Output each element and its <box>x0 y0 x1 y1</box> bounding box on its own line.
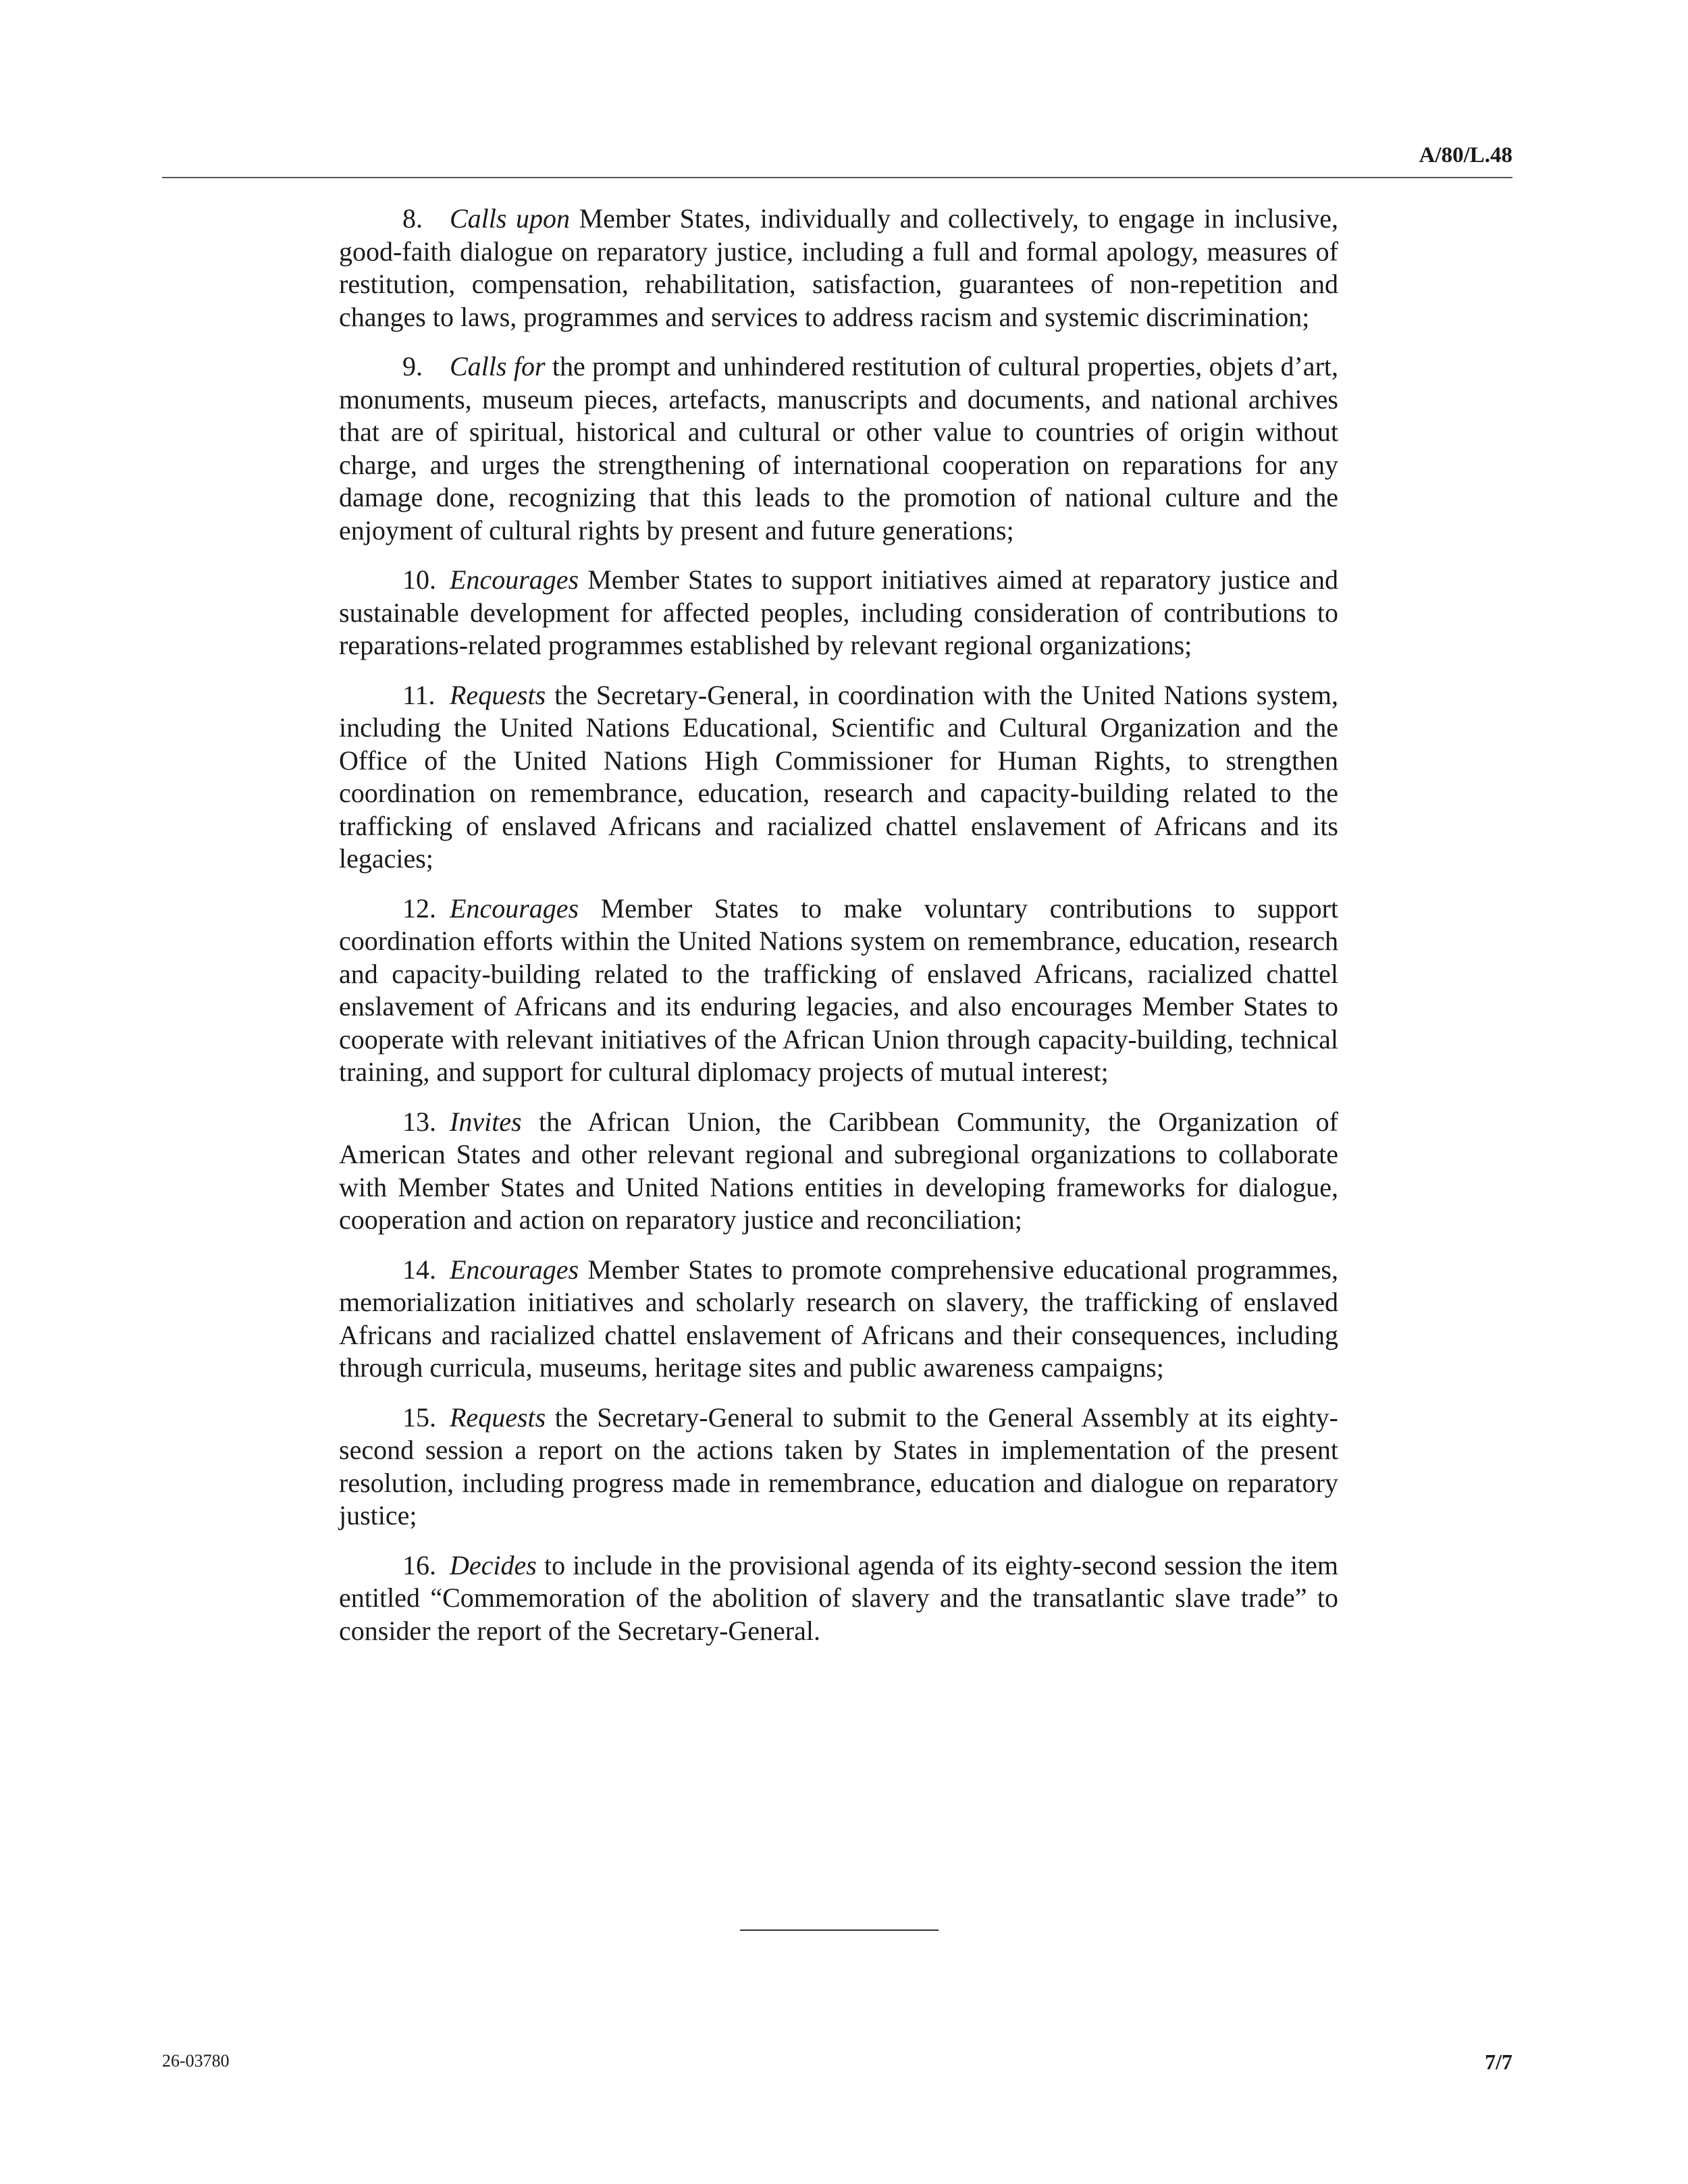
operative-verb: Encourages <box>450 1254 579 1285</box>
paragraph-10 <box>339 564 1338 662</box>
paragraph-16 <box>339 1549 1338 1648</box>
page-header <box>162 143 1512 178</box>
operative-verb: Encourages <box>450 893 579 924</box>
paragraph-text: the Secretary-General to submit to the General Assembly at its eighty-second session a report on the actions taken by States in implementation of the present resolution, including progress made in remembrance, education and dialogue on reparatory justice; <box>339 1402 1338 1530</box>
paragraph-text: the prompt and unhindered restitution of cultural properties, objets d’art, monuments, museum pieces, artefacts, manuscripts and documents, and national archives that are of spiritual, historical and cultural or other value to countries of origin without charge, and urges the strengthening of international cooperation on reparations for any damage done, recognizing that this leads to the promotion of national culture and the enjoyment of cultural rights by present and future generations; <box>339 351 1338 545</box>
paragraph-15 <box>339 1402 1338 1533</box>
operative-verb: Decides <box>450 1549 537 1580</box>
document-symbol: A/80/L.48 <box>1419 143 1512 167</box>
paragraph-9 <box>339 350 1338 547</box>
paragraph-8 <box>339 203 1338 334</box>
paragraph-number: 11. <box>402 679 436 710</box>
operative-verb: Calls upon <box>450 203 571 234</box>
paragraph-number: 10. <box>402 564 436 595</box>
paragraph-number: 8. <box>402 203 423 234</box>
paragraph-number: 16. <box>402 1549 436 1580</box>
paragraph-text: the African Union, the Caribbean Community, the Organization of American States and other relevant regional and subregional organizations to collaborate with Member States and United Nations entities in developing frameworks for dialogue, cooperation and action on reparatory justice and reconciliation; <box>339 1106 1338 1235</box>
paragraph-13 <box>339 1106 1338 1237</box>
resolution-body <box>339 203 1338 1664</box>
operative-verb: Calls for <box>450 351 546 381</box>
end-of-document-rule <box>740 1929 939 1931</box>
paragraph-number: 14. <box>402 1254 436 1285</box>
paragraph-number: 9. <box>402 351 423 381</box>
operative-verb: Encourages <box>450 564 579 595</box>
footer-document-number: 26-03780 <box>162 2051 230 2071</box>
paragraph-number: 15. <box>402 1402 436 1433</box>
paragraph-text: to include in the provisional agenda of its eighty-second session the item entitled “Commemoration of the abolition of slavery and the transatlantic slave trade” to consider the report of the Secretary-General. <box>339 1549 1338 1646</box>
footer-page-number: 7/7 <box>1485 2050 1512 2074</box>
operative-verb: Invites <box>450 1106 522 1137</box>
paragraph-text: Member States to support initiatives aimed at reparatory justice and sustainable development for affected peoples, including consideration of contributions to reparations-related programmes established by relevant regional organizations; <box>339 564 1338 660</box>
paragraph-text: Member States to promote comprehensive educational programmes, memorialization initiatives and scholarly research on slavery, the trafficking of enslaved Africans and racialized chattel enslavement of Africans and their consequences, including through curricula, museums, heritage sites and public awareness campaigns; <box>339 1254 1338 1383</box>
paragraph-text: Member States to make voluntary contributions to support coordination efforts within the United Nations system on remembrance, education, research and capacity-building related to the trafficking of enslaved Africans, racialized chattel enslavement of Africans and its enduring legacies, and also encourages Member States to cooperate with relevant initiatives of the African Union through capacity-building, technical training, and support for cultural diplomacy projects of mutual interest; <box>339 893 1338 1087</box>
paragraph-14 <box>339 1254 1338 1385</box>
paragraph-text: Member States, individually and collectively, to engage in inclusive, good-faith dialogue on reparatory justice, including a full and formal apology, measures of restitution, compensation, rehabilitation, satisfaction, guarantees of non-repetition and changes to laws, programmes and services to address racism and systemic discrimination; <box>339 203 1338 332</box>
paragraph-12 <box>339 893 1338 1089</box>
operative-verb: Requests <box>450 679 546 710</box>
paragraph-number: 13. <box>402 1106 436 1137</box>
paragraph-11 <box>339 679 1338 876</box>
paragraph-text: the Secretary-General, in coordination with the United Nations system, including the United Nations Educational, Scientific and Cultural Organization and the Office of the United Nations High Commissioner for Human Rights, to strengthen coordination on remembrance, education, research and capacity-building related to the trafficking of enslaved Africans and racialized chattel enslavement of Africans and its legacies; <box>339 679 1338 874</box>
paragraph-number: 12. <box>402 893 436 924</box>
operative-verb: Requests <box>450 1402 546 1433</box>
